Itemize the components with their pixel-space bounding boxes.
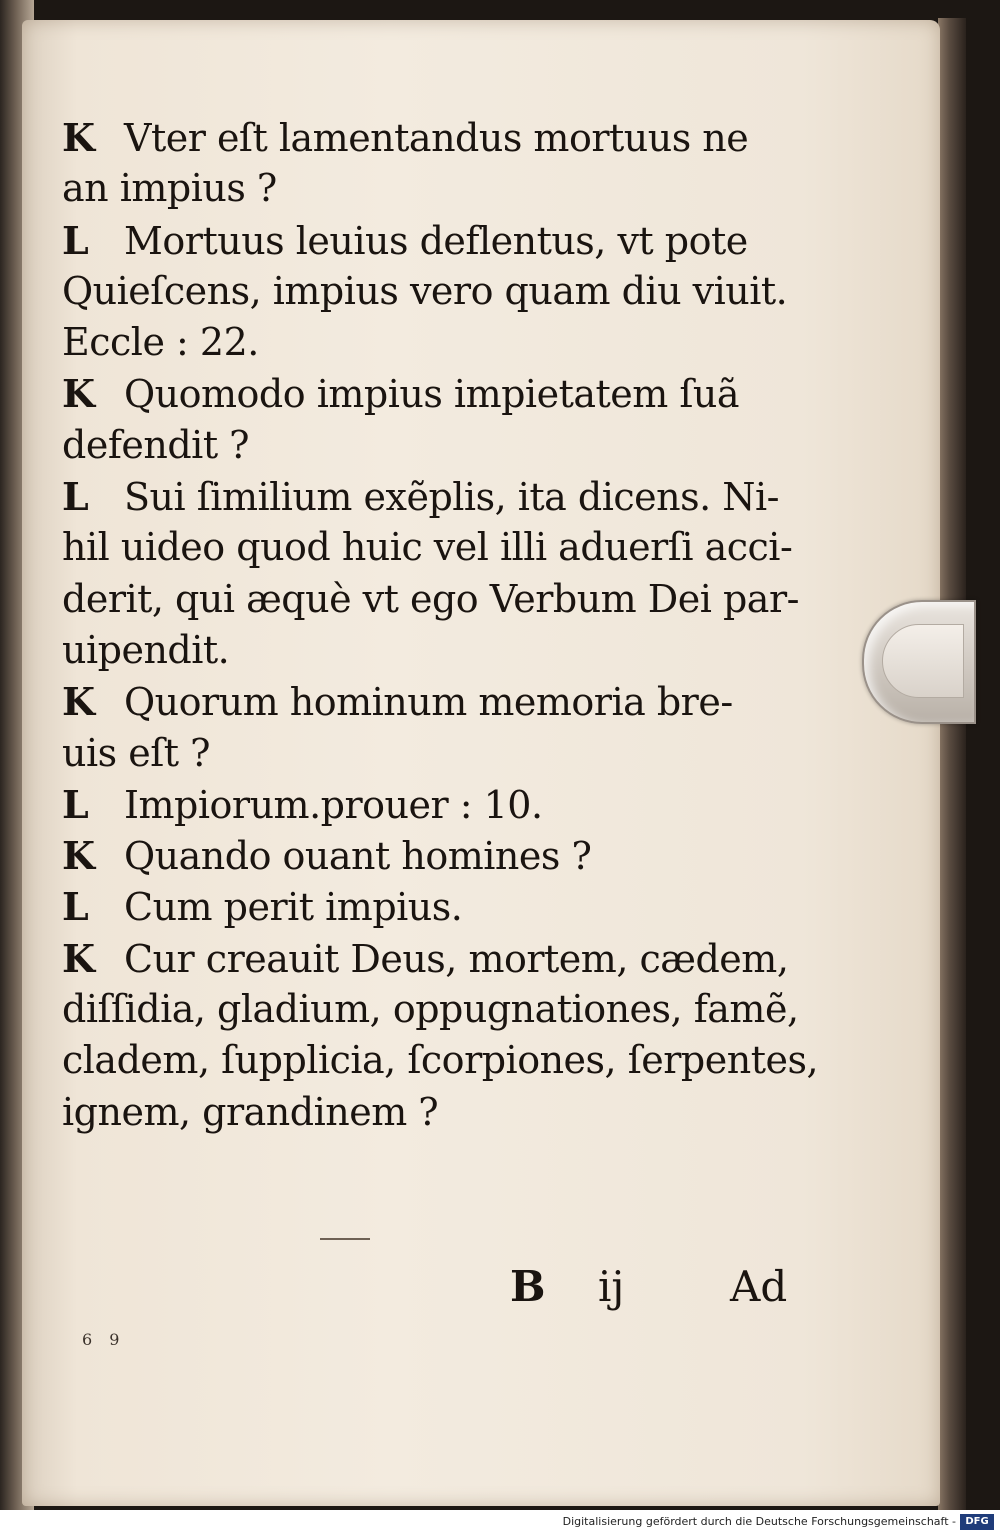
line-text: Vter eſt lamentandus mortuus ne xyxy=(124,116,749,160)
text-line xyxy=(62,574,822,625)
catchword: Ad xyxy=(730,1262,788,1311)
line-text: Eccle : 22. xyxy=(62,320,259,365)
text-line xyxy=(62,317,822,368)
text-line xyxy=(62,368,822,419)
text-line xyxy=(62,522,822,573)
page-footer xyxy=(500,1262,800,1322)
line-text: cladem, ſupplicia, ſcorpiones, ſerpentes, xyxy=(62,1038,819,1083)
line-text: derit, qui æquè vt ego Verbum Dei par- xyxy=(62,576,799,621)
speaker-mark: L xyxy=(62,474,89,520)
text-line xyxy=(62,830,822,881)
line-text: hil uideo quod huic vel illi aduerſi acci- xyxy=(62,525,793,570)
line-text: ignem, grandinem ? xyxy=(62,1089,439,1134)
speaker-mark: K xyxy=(62,115,95,160)
page-clip xyxy=(862,600,976,724)
line-text: an impius ? xyxy=(62,166,277,211)
line-text: Sui ſimilium exẽplis, ita dicens. Ni- xyxy=(124,475,780,520)
line-text: diſſidia, gladium, oppugnationes, famẽ, xyxy=(62,987,799,1032)
speaker-mark: K xyxy=(62,935,95,981)
ornament-rule xyxy=(320,1238,370,1240)
funding-text: Digitalisierung gefördert durch die Deutsche Forschungsgemeinschaft - xyxy=(562,1515,956,1528)
speaker-mark: L xyxy=(62,781,89,827)
text-line xyxy=(62,420,822,471)
line-text: Quomodo impius impietatem ſuã xyxy=(124,372,740,417)
signature-mark: B xyxy=(510,1262,546,1311)
text-line xyxy=(62,779,822,830)
text-line xyxy=(62,881,822,932)
dfg-logo-icon: DFG xyxy=(960,1514,994,1530)
signature-number: ij xyxy=(598,1262,625,1311)
text-line xyxy=(62,266,822,317)
speaker-mark: L xyxy=(62,217,89,263)
funding-banner xyxy=(0,1510,1000,1536)
text-line xyxy=(62,215,822,266)
text-line xyxy=(62,1035,822,1086)
speaker-mark: K xyxy=(62,833,95,879)
line-text: uis eſt ? xyxy=(62,730,210,775)
speaker-mark: L xyxy=(62,884,89,930)
text-line xyxy=(62,984,822,1035)
page-clip-inner xyxy=(882,624,964,698)
text-line xyxy=(62,625,822,676)
line-text: uipendit. xyxy=(62,627,230,672)
line-text: defendit ? xyxy=(62,422,250,467)
speaker-mark: K xyxy=(62,371,95,417)
line-text: Mortuus leuius deflentus, vt pote xyxy=(124,218,748,263)
text-line xyxy=(62,112,822,163)
bottom-marks: 6 9 xyxy=(82,1330,126,1349)
line-text: Cum perit impius. xyxy=(124,885,463,930)
text-line xyxy=(62,163,822,214)
text-line xyxy=(62,1087,822,1138)
line-text: Quorum hominum memoria bre- xyxy=(124,680,733,725)
line-text: Quieſcens, impius vero quam diu viuit. xyxy=(62,268,788,313)
text-line xyxy=(62,471,822,522)
page-text xyxy=(62,112,822,1138)
text-line xyxy=(62,933,822,984)
text-line xyxy=(62,728,822,779)
line-text: Quando ouant homines ? xyxy=(124,834,592,879)
line-text: Impiorum.prouer : 10. xyxy=(124,782,543,827)
text-line xyxy=(62,676,822,727)
speaker-mark: K xyxy=(62,679,95,725)
right-page-edge xyxy=(938,18,966,1510)
line-text: Cur creauit Deus, mortem, cædem, xyxy=(124,936,789,981)
